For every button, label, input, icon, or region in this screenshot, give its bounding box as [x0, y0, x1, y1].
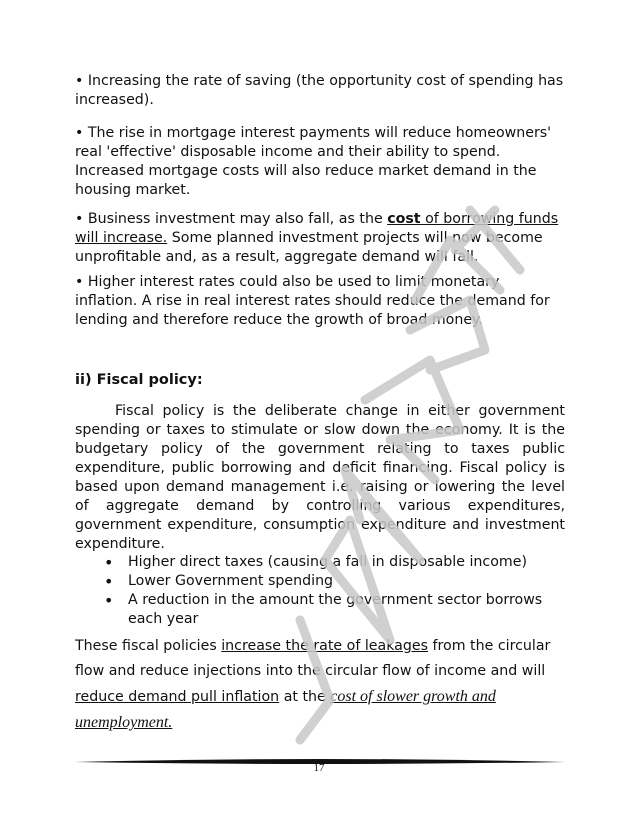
- bullet-text: A reduction in the amount the government sector borrows each year: [128, 592, 543, 627]
- cost-of-growth-italic: cost of slower growth and unemployment.: [75, 688, 496, 731]
- list-item: [104, 591, 554, 629]
- paragraph-investment: [75, 210, 565, 267]
- fiscal-policy-body: Fiscal policy is the deliberate change in either government spending or taxes to stimulate or slow down the economy. It is the budgetary policy of the government relating to taxes public expenditure, public borrowing and deficit financing. Fiscal policy is based upon demand management i.e. raising or lowering the level of aggregate demand by controlling various expenditures, government expenditure, consumption expenditure and investment expenditure.: [75, 403, 565, 552]
- bullet-dot: •: [104, 572, 114, 591]
- paragraph-interest-rates: • Higher interest rates could also be used to limit monetary inflation. A rise in real interest rates should reduce the demand for lending and therefore reduce the growth of broad money.: [75, 274, 550, 328]
- paragraph-mortgage: • The rise in mortgage interest payments will reduce homeowners' real 'effective' disposable income and their ability to spend. Increased mortgage costs will also reduce market demand in the housing market.: [75, 125, 552, 198]
- closing-text-middle: from the circular flow and reduce injections into the circular flow of income and will: [75, 638, 551, 679]
- fiscal-bullet-list: [104, 553, 554, 629]
- fiscal-policy-heading: ii) Fiscal policy:: [75, 372, 203, 388]
- bullet-dot: •: [104, 553, 114, 572]
- bullet-text: Lower Government spending: [128, 573, 334, 589]
- fiscal-closing-paragraph: [75, 634, 565, 736]
- page-number: 17: [313, 762, 325, 774]
- list-item: [104, 572, 554, 591]
- list-item: [104, 553, 554, 572]
- closing-text-at: at the: [279, 689, 331, 705]
- cost-keyword: cost: [387, 211, 421, 227]
- bullet-text: Higher direct taxes (causing a fall in disposable income): [128, 554, 527, 570]
- leakages-underline: increase the rate of leakages: [221, 638, 428, 654]
- investment-text-end: Some planned investment projects will now become unprofitable and, as a result, aggregate demand will fall.: [75, 230, 543, 265]
- bullet-dot: •: [104, 591, 114, 610]
- demand-pull-underline: reduce demand pull inflation: [75, 689, 280, 705]
- paragraph-saving: • Increasing the rate of saving (the opportunity cost of spending has increased).: [75, 73, 564, 108]
- borrowing-underline: of borrowing funds will increase.: [75, 211, 559, 246]
- investment-text-start: • Business investment may also fall, as the: [75, 211, 388, 227]
- closing-text-start: These fiscal policies: [75, 638, 222, 654]
